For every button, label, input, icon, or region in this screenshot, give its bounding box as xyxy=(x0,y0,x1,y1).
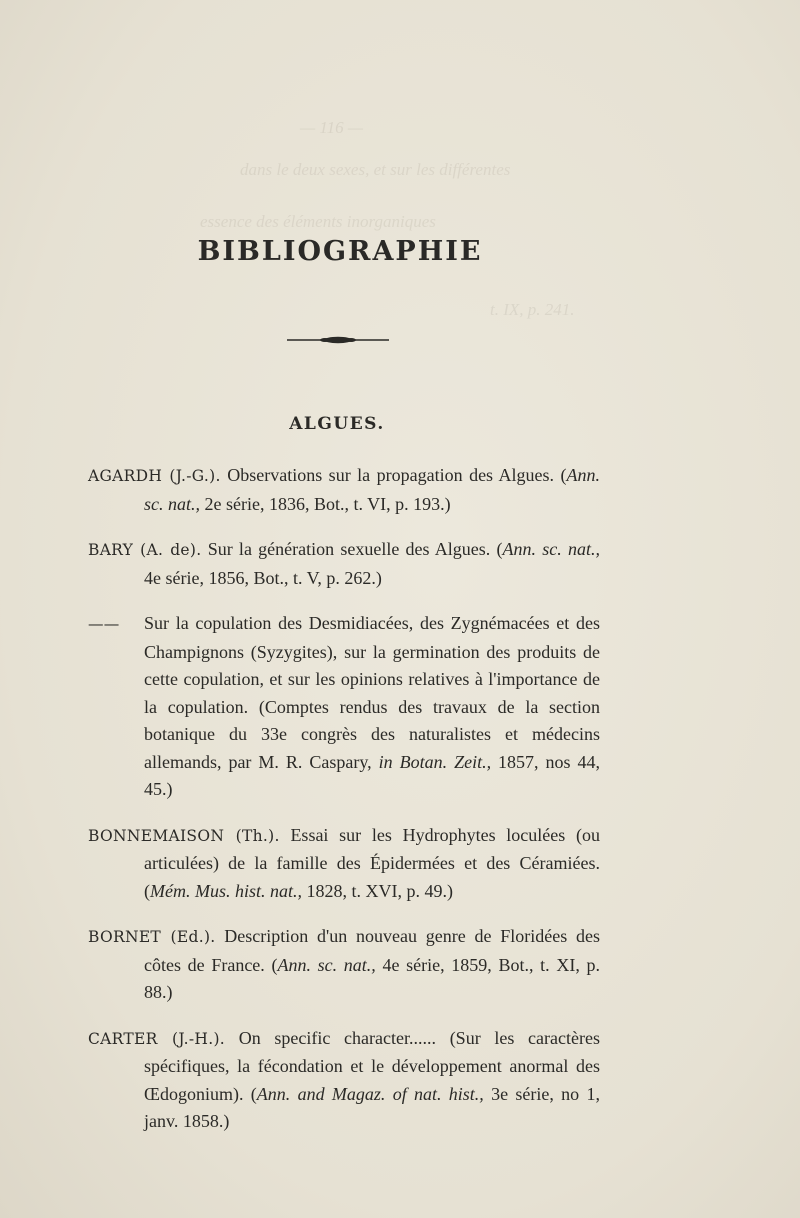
entry-journal: Ann. sc. nat., xyxy=(144,465,601,514)
bibliography-entry xyxy=(88,1025,600,1136)
ornament-divider-icon xyxy=(287,334,389,346)
bibliography-entry xyxy=(88,536,600,592)
show-through-text: essence des éléments inorganiques xyxy=(200,212,436,231)
entry-journal: Mém. Mus. hist. nat., xyxy=(150,880,302,901)
entry-journal: Ann. sc. nat., xyxy=(502,539,600,559)
entry-reference: 4e série, 1859, Bot., t. XI, p. 88.) xyxy=(144,954,600,1002)
page-title: BIBLIOGRAPHIE xyxy=(197,236,483,267)
bibliography-list xyxy=(88,462,600,1142)
bibliography-entry xyxy=(88,822,600,906)
section-heading: ALGUES. xyxy=(289,414,385,434)
entry-author: CARTER (J.-H.). xyxy=(88,1029,226,1048)
entry-text: Essai sur les Hydrophytes loculées (ou articulées) de la famille des Épidermées et des Céramiées. ( xyxy=(144,824,600,901)
entry-journal: Ann. sc. nat., xyxy=(277,954,376,975)
entry-text: Sur la génération sexuelle des Algues. ( xyxy=(201,539,503,559)
bibliography-entry xyxy=(88,923,600,1007)
entry-reference: 4e série, 1856, Bot., t. V, p. 262.) xyxy=(144,567,382,588)
entry-journal: Ann. and Magaz. of nat. hist., xyxy=(256,1083,484,1104)
entry-author: BORNET (Ed.). xyxy=(88,928,216,946)
entry-author-dash: —— xyxy=(88,615,120,633)
show-through-text: — 116 — xyxy=(300,118,363,137)
show-through-text: t. IX, p. 241. xyxy=(490,300,575,319)
entry-reference: 1828, t. XVI, p. 49.) xyxy=(302,880,453,901)
entry-text: Sur la copulation des Desmidiacées, des Zygnémacées et des Champignons (Syzygites), sur la germination des produits de cette copulation, et sur les opinions relatives à l'importance de la copulation. (Comptes rendus des travaux de la section botanique du 33e congrès des naturalistes et médecins allemands, par M. R. Caspary, xyxy=(144,613,600,772)
entry-author: BONNEMAISON (Th.). xyxy=(88,826,280,845)
entry-author: AGARDH (J.-G.). xyxy=(88,467,221,485)
entry-text: Description d'un nouveau genre de Floridées des côtes de France. ( xyxy=(144,926,600,975)
entry-reference: 2e série, 1836, Bot., t. VI, p. 193.) xyxy=(200,493,451,514)
show-through-text: dans le deux sexes, et sur les différentes xyxy=(240,160,511,179)
bibliography-entry xyxy=(88,462,600,518)
entry-reference: 1857, nos 44, 45.) xyxy=(144,751,600,799)
entry-text: Observations sur la propagation des Algues. ( xyxy=(220,465,567,485)
entry-text: On specific character...... (Sur les caractères spécifiques, la fécondation et le développement anormal des Œdogonium). ( xyxy=(144,1027,600,1104)
entry-author: BARY (A. de). xyxy=(88,541,202,559)
entry-journal: in Botan. Zeit., xyxy=(378,751,492,772)
bibliography-entry xyxy=(88,610,600,804)
entry-reference: 3e série, no 1, janv. 1858.) xyxy=(144,1083,600,1131)
